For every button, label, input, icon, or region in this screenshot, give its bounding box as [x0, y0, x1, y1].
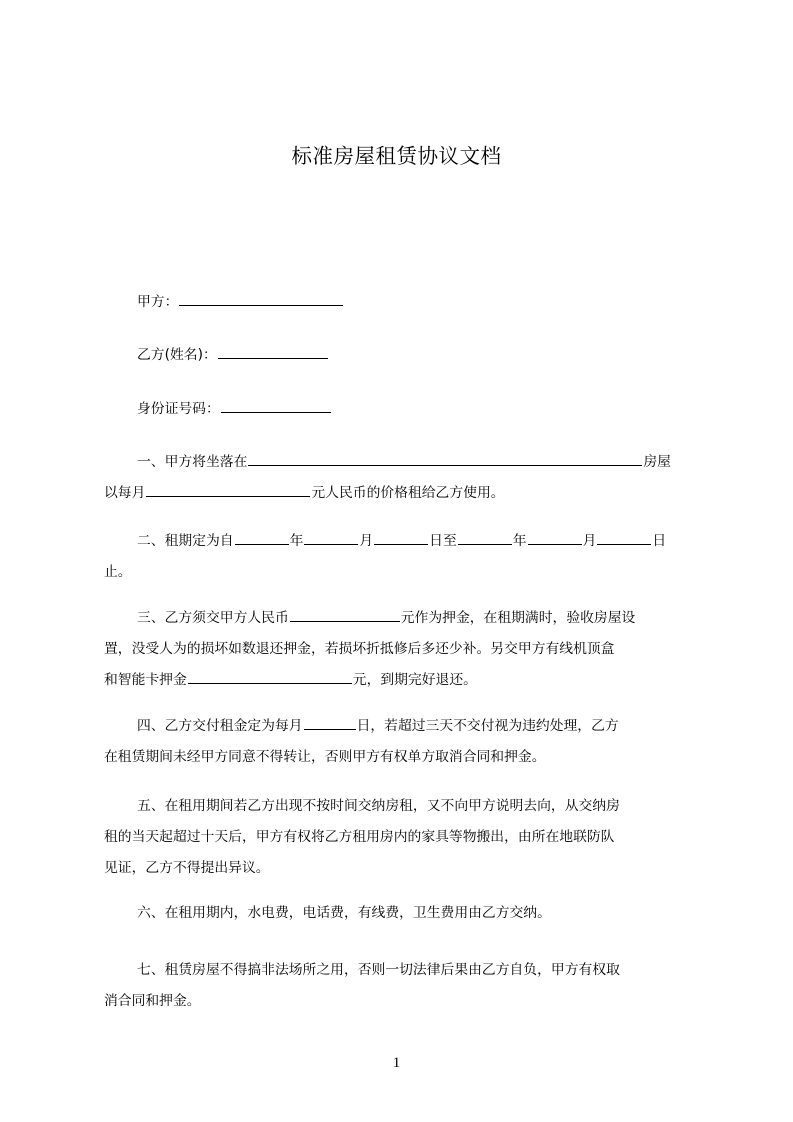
clause-3 [104, 603, 700, 696]
party-a-field [137, 291, 344, 312]
clause-1-line-2: 以每月 元人民币的价格租给乙方使用。 [104, 478, 700, 509]
clause-5-line-3: 见证，乙方不得提出异议。 [104, 860, 270, 876]
start-day-blank [374, 530, 428, 545]
end-year-blank [458, 530, 512, 545]
id-number-field [137, 398, 332, 419]
clause-1 [104, 447, 700, 509]
clause-2-line-1: 二、租期定为自 年 月 日至 年 月 日 [104, 526, 700, 557]
payment-day-blank [304, 715, 356, 730]
party-b-label: 乙方(姓名)： [137, 347, 217, 363]
property-location-blank [248, 451, 642, 466]
party-b-blank [218, 344, 328, 359]
end-month-blank [528, 530, 582, 545]
clause-7 [104, 955, 700, 1017]
card-deposit-blank [188, 669, 352, 684]
clause-6 [104, 898, 700, 929]
clause-4 [104, 711, 700, 773]
clause-6-line-1: 六、在租用期内，水电费，电话费，有线费，卫生费用由乙方交纳。 [137, 905, 551, 921]
clause-5 [104, 791, 700, 884]
clause-3-line-1: 三、乙方须交甲方人民币 元作为押金，在租期满时，验收房屋设 [104, 603, 700, 634]
clause-2 [104, 526, 700, 588]
start-year-blank [235, 530, 289, 545]
page-number: 1 [392, 1055, 401, 1071]
end-day-blank [597, 530, 651, 545]
document-title: 标准房屋租赁协议文档 [291, 144, 502, 168]
id-number-label: 身份证号码： [137, 401, 220, 417]
clause-7-line-1: 七、租赁房屋不得搞非法场所之用，否则一切法律后果由乙方自负，甲方有权取 [137, 962, 620, 978]
clause-4-line-2: 在租赁期间未经甲方同意不得转让，否则甲方有权单方取消合同和押金。 [104, 749, 546, 765]
party-b-field [137, 344, 329, 365]
clause-7-line-2: 消合同和押金。 [104, 993, 201, 1009]
monthly-rent-blank [146, 482, 310, 497]
clause-3-line-3: 和智能卡押金 元，到期完好退还。 [104, 665, 700, 696]
party-a-blank [179, 291, 343, 306]
clause-4-line-1: 四、乙方交付租金定为每月 日，若超过三天不交付视为违约处理，乙方 [104, 711, 700, 742]
party-a-label: 甲方： [137, 294, 179, 310]
clause-1-line-1: 一、甲方将坐落在 房屋 [104, 447, 700, 478]
start-month-blank [304, 530, 358, 545]
clause-3-line-2: 置，没受人为的损坏如数退还押金，若损坏折抵修后多还少补。另交甲方有线机顶盒 [104, 641, 615, 657]
clause-5-line-1: 五、在租用期间若乙方出现不按时间交纳房租，又不向甲方说明去向，从交纳房 [137, 798, 620, 814]
id-number-blank [221, 398, 331, 413]
clause-5-line-2: 租的当天起超过十天后，甲方有权将乙方租用房内的家具等物搬出，由所在地联防队 [104, 829, 615, 845]
deposit-amount-blank [290, 607, 400, 622]
clause-2-line-2: 止。 [104, 564, 132, 580]
